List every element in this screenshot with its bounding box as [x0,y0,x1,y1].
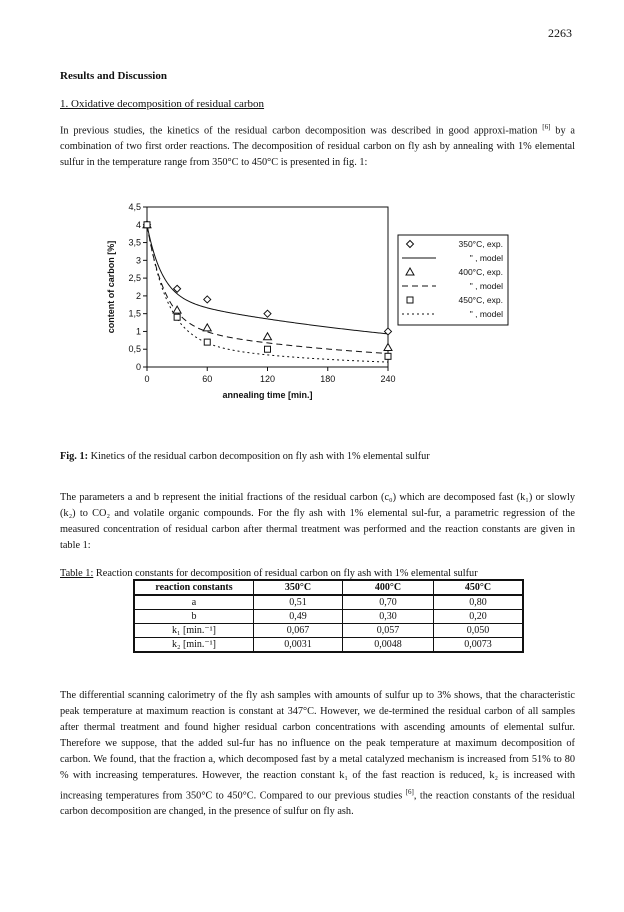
data-point-450 [265,346,271,352]
table-cell: 0,057 [343,624,434,638]
table-header-row [134,580,523,595]
legend-entry: 350°C, exp. [458,239,503,249]
figure-caption-text: Kinetics of the residual carbon decomposition on fly ash with 1% elemental sulfur [88,451,430,462]
page-number: 2263 [548,26,572,40]
y-tick-label: 0 [135,362,141,372]
citation-ref: [6] [405,788,414,796]
legend-entry: 400°C, exp. [458,267,503,277]
reaction-constants-table [133,579,524,653]
table-row [134,638,523,653]
table-cell: b [134,610,254,624]
table-cell: 0,20 [434,610,524,624]
legend-entry: " , model [469,253,503,263]
table-cell: 0,050 [434,624,524,638]
table-caption-text: Reaction constants for decomposition of residual carbon on fly ash with 1% elemental sulfur [93,568,478,579]
x-tick-label: 0 [144,374,150,384]
figure-caption-label: Fig. 1: [60,451,89,462]
y-tick-label: 2,5 [128,273,141,284]
paragraph-intro-b: by a combination of two first order reactions. The decomposition of residual carbon on fly ash by annealing with 1% elemental sulfur in the temperature range from 350°C to 450°C is presented in fig. 1: [60,125,576,169]
y-tick-label: 0,5 [128,344,141,355]
table-cell: 0,51 [254,595,343,610]
kinetics-chart [60,195,520,450]
table-cell: 0,70 [343,595,434,610]
legend-entry: 450°C, exp. [458,295,503,305]
figure-caption [60,451,430,462]
y-tick-label: 2 [135,290,141,301]
x-axis-label: annealing time [min.] [222,390,313,400]
legend-entry: " , model [469,309,503,319]
data-point-400 [264,333,272,340]
y-tick-label: 3,5 [128,237,141,248]
model-curve-square [147,225,388,362]
paragraph-discussion [60,688,575,820]
table-cell: k₁ [min.⁻¹] [134,624,254,638]
paragraph-discussion-b: , the reaction constants of the residual carbon decomposition are changed, in the presence of sulfur on fly ash. [60,790,575,818]
table-cell: 0,49 [254,610,343,624]
table-cell: 0,80 [434,595,524,610]
data-point-450 [204,339,210,345]
x-tick-label: 120 [259,374,276,384]
table-row [134,624,523,638]
table-cell: a [134,595,254,610]
table-cell: 0,30 [343,610,434,624]
section-title: Results and Discussion [60,70,167,82]
table-cell: 0,0031 [254,638,343,653]
data-point-450 [174,314,180,320]
subsection-title: 1. Oxidative decomposition of residual carbon [60,98,265,110]
y-tick-label: 1,5 [128,308,141,319]
y-axis-label: content of carbon [%] [106,240,116,334]
table-caption [60,568,478,579]
table-header-cell: reaction constants [134,580,254,595]
paragraph-intro-a: In previous studies, the kinetics of the residual carbon decomposition was described in good approxi-mation [60,125,543,137]
table-cell: 0,0048 [343,638,434,653]
citation-ref: [6] [542,123,551,131]
data-point-400 [384,343,392,350]
table-header-cell: 400°C [343,580,434,595]
data-point-450 [144,222,150,228]
table-cell: 0,067 [254,624,343,638]
data-point-450 [385,353,391,359]
x-tick-label: 180 [320,374,336,384]
table-header-cell: 450°C [434,580,524,595]
data-point-450 [407,297,413,303]
x-tick-label: 240 [380,374,396,384]
y-tick-label: 3 [135,255,141,266]
table-row [134,610,523,624]
paragraph-parameters: The parameters a and b represent the initial fractions of the residual carbon (c₀) which are decomposed fast (k₁) or slowly (k₂) to CO₂ and volatile organic compounds. For the fly ash with 1% elemental sul-fur, a parametric regression of the measured concentration of residual carbon after thermal treatment was performed and the reaction constants are given in table 1: [60,492,575,551]
y-tick-label: 4,5 [128,202,141,212]
table-header-cell: 350°C [254,580,343,595]
paragraph-discussion-a: The differential scanning calorimetry of the fly ash samples with amounts of sulfur up to 3% shows, that the characteristic peak temperature at maximum reaction is constant at 347°C. However, we de-termined the residual carbon of all samples after thermal treatment and found higher residual carbon concentrations with ascending amounts of elemental sulfur. Therefore we suppose, that the added sul-fur has no influence on the peak temperature at maximum decomposition of carbon. We found, that the fraction a, which decomposed fast by a metal catalyzed mechanism is increased from 51% to 80 % with increasing temperatures. However, the reaction constant k₁ of the fast reaction is reduced, k₂ is increased with increasing temperatures from 350°C to 450°C. Compared to our previous studies [60,690,575,802]
x-tick-label: 60 [202,374,213,384]
data-point-350 [264,310,271,317]
table-caption-label: Table 1: [60,568,94,579]
table-cell: k₂ [min.⁻¹] [134,638,254,653]
data-point-350 [204,296,211,303]
y-tick-label: 4 [135,219,141,230]
y-tick-label: 1 [135,326,141,337]
data-point-400 [203,324,211,331]
table-cell: 0,0073 [434,638,524,653]
data-point-400 [173,306,181,313]
paragraph-intro [60,119,575,171]
legend-entry: " , model [469,281,503,291]
table-row [134,595,523,610]
